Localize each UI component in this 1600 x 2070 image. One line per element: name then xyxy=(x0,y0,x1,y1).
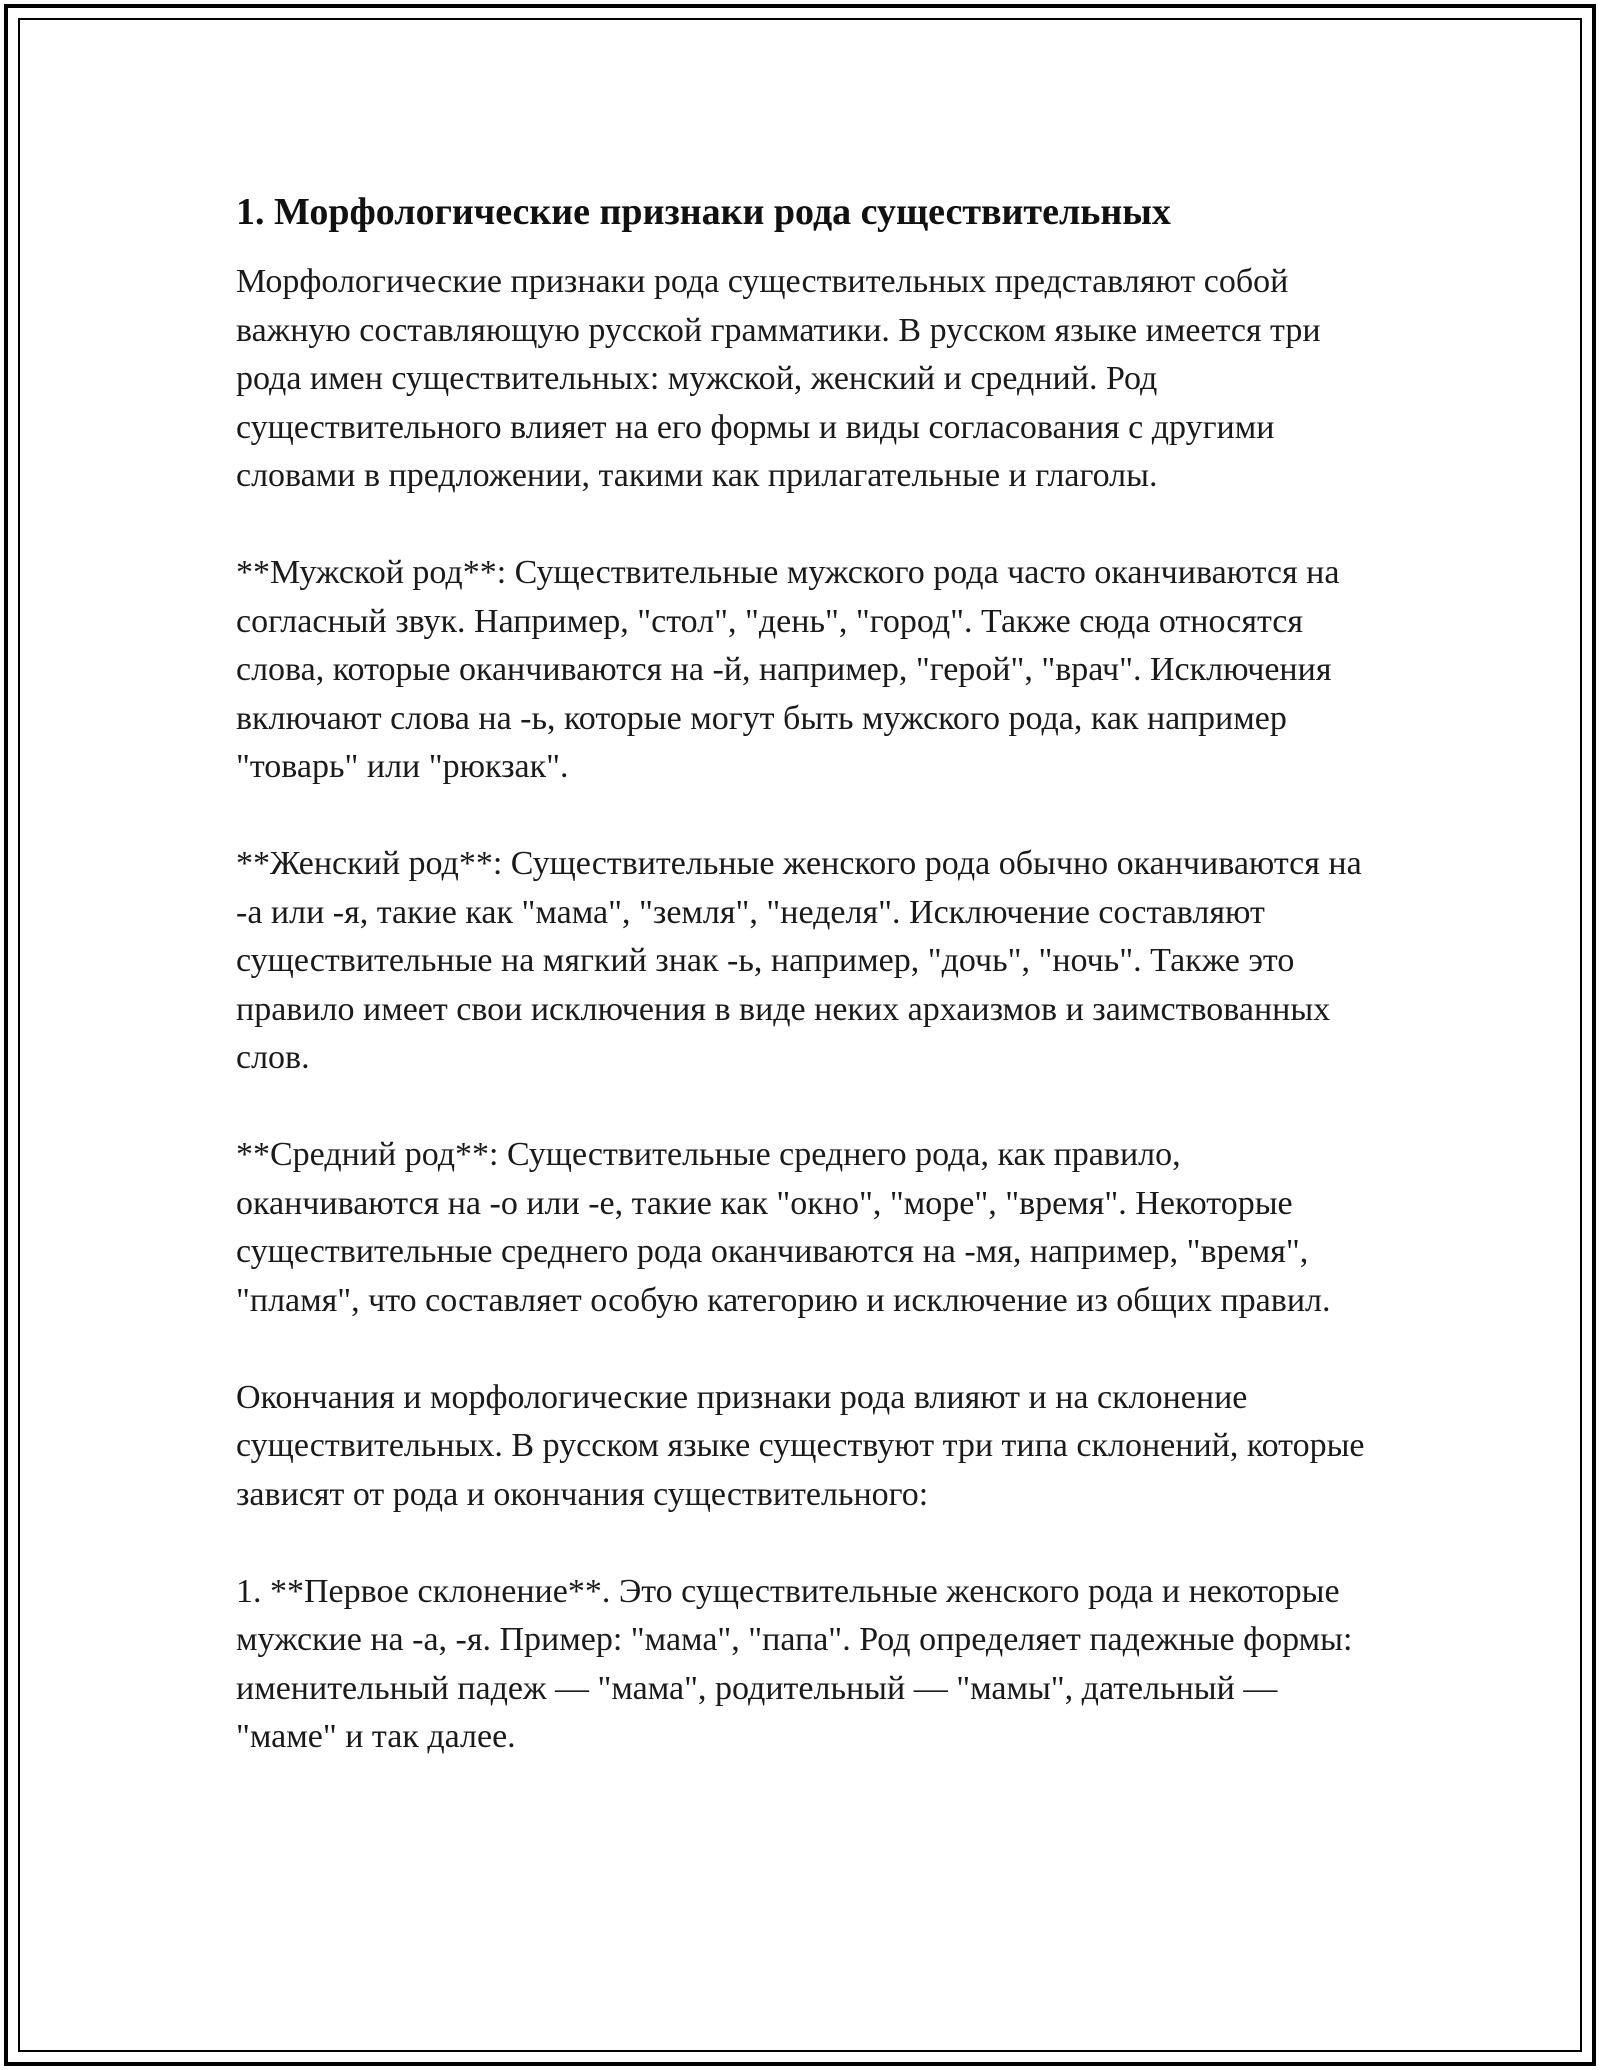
paragraph-declension-intro: Окончания и морфологические признаки рода влияют и на склонение существительных. В русском языке существуют три типа склонений, которые зависят от рода и окончания существительного: xyxy=(236,1378,1365,1513)
section-heading: 1. Морфологические признаки рода существительных xyxy=(236,191,1171,233)
paragraph-neuter: **Средний род**: Существительные среднего рода, как правило, оканчиваются на -о или -е, такие как "окно", "море", "время". Некоторые существительные среднего рода оканчиваются на -мя, например, "время", "пламя", что составляет особую категорию и исключение из общих правил. xyxy=(236,1136,1331,1319)
document-body xyxy=(236,186,1376,1810)
paragraph-intro: Морфологические признаки рода существительных представляют собой важную составляющую русской грамматики. В русском языке имеется три рода имен существительных: мужской, женский и средний. Род существительного влияет на его формы и виды согласования с другими словами в предложении, такими как прилагательные и глаголы. xyxy=(236,263,1321,494)
paragraph-masculine: **Мужской род**: Существительные мужского рода часто оканчиваются на согласный звук. Например, "стол", "день", "город". Также сюда относятся слова, которые оканчиваются на -й, например, "герой", "врач". Исключения включают слова на -ь, которые могут быть мужского рода, как например "товарь" или "рюкзак". xyxy=(236,554,1340,785)
paragraph-feminine: **Женский род**: Существительные женского рода обычно оканчиваются на -а или -я, такие как "мама", "земля", "неделя". Исключение составляют существительные на мягкий знак -ь, например, "дочь", "ночь". Также это правило имеет свои исключения в виде неких архаизмов и заимствованных слов. xyxy=(236,845,1362,1076)
paragraph-first-declension: 1. **Первое склонение**. Это существительные женского рода и некоторые мужские на -а, -я. Пример: "мама", "папа". Род определяет падежные формы: именительный падеж — "мама", родительный — "мамы", дательный — "маме" и так далее. xyxy=(236,1572,1353,1755)
